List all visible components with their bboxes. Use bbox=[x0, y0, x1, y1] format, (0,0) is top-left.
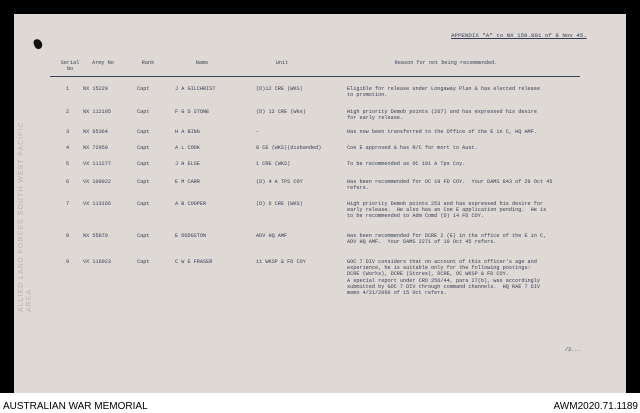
page-number: /2... bbox=[565, 347, 581, 353]
row-8-serial: 8 bbox=[66, 233, 70, 239]
row-3-unit: - bbox=[256, 129, 260, 135]
header-serial: Serial No bbox=[60, 60, 80, 73]
row-2-army: NX 112105 bbox=[83, 109, 112, 115]
row-4-name: A L COOK bbox=[175, 145, 200, 151]
row-3-serial: 3 bbox=[66, 129, 70, 135]
punch-hole bbox=[33, 38, 44, 50]
row-2-serial: 2 bbox=[66, 109, 70, 115]
header-unit: Unit bbox=[275, 60, 289, 66]
header-army-no: Army No bbox=[92, 60, 114, 66]
row-1-name: J A GILCHRIST bbox=[175, 86, 216, 92]
row-9-reason: GOC 7 DIV considers that on account of this officer's age and experience, he is suitable only for the following postings: DCRE (Works), DCRE (Stores), DCRE, OC WKSP & FD COY. A special report under CRO 256/44, para 27(b), was accordingly submitted by GOC 7 DIV through command channels. HQ RAE 7 DIV memo 4/21/2060 of 15 Oct refers. bbox=[347, 259, 541, 297]
row-6-serial: 6 bbox=[66, 179, 70, 185]
row-7-serial: 7 bbox=[66, 201, 70, 207]
row-8-army: NX 55870 bbox=[83, 233, 108, 239]
row-9-army: VX 116023 bbox=[83, 259, 112, 265]
footer-source: AUSTRALIAN WAR MEMORIAL bbox=[3, 401, 148, 412]
row-4-army: NX 72950 bbox=[83, 145, 108, 151]
row-5-reason: To be recommended as OC 101 A Tps Coy. bbox=[347, 161, 466, 167]
row-1-serial: 1 bbox=[66, 86, 70, 92]
row-3-reason: Has now been transferred to the Office of the E in C, HQ AMF. bbox=[347, 129, 537, 135]
footer-bar bbox=[0, 393, 640, 413]
header-rule bbox=[50, 76, 580, 77]
row-5-serial: 5 bbox=[66, 161, 70, 167]
row-5-rank: Capt bbox=[137, 161, 150, 167]
row-8-reason: Has been recommended for DCRE 2 (E) in the office of the E in C, ADV HQ AMF. Your DAMS 2271 of 19 Oct 45 refers. bbox=[347, 233, 547, 246]
row-6-army: VX 109022 bbox=[83, 179, 112, 185]
row-5-name: J H ELSE bbox=[175, 161, 200, 167]
row-4-unit: 8 CE (WKS)(disbanded) bbox=[256, 145, 322, 151]
row-2-unit: (D) 12 CRE (Wks) bbox=[256, 109, 306, 115]
row-7-rank: Capt bbox=[137, 201, 150, 207]
row-6-unit: (D) 4 A TPS COY bbox=[256, 179, 303, 185]
row-6-reason: Has been recommended for OC 19 FD COY. Your DAMS 843 of 29 Oct 45 refers. bbox=[347, 179, 553, 192]
row-2-rank: Capt bbox=[137, 109, 150, 115]
document-page bbox=[14, 14, 626, 393]
row-5-army: VX 111277 bbox=[83, 161, 112, 167]
row-4-rank: Capt bbox=[137, 145, 150, 151]
row-8-rank: Capt bbox=[137, 233, 150, 239]
header-reason: Reason for not being recommended. bbox=[394, 60, 498, 66]
row-4-serial: 4 bbox=[66, 145, 70, 151]
row-6-rank: Capt bbox=[137, 179, 150, 185]
row-7-unit: (D) 6 CRE (WKS) bbox=[256, 201, 303, 207]
row-9-serial: 9 bbox=[66, 259, 70, 265]
row-2-reason: High priority Demob points (267) and has expressed his desire for early release. bbox=[347, 109, 537, 122]
row-9-unit: 11 WKSP & FD COY bbox=[256, 259, 306, 265]
row-3-rank: Capt bbox=[137, 129, 150, 135]
row-2-name: F G D STONE bbox=[175, 109, 210, 115]
row-5-unit: 1 CRE (WKS) bbox=[256, 161, 291, 167]
row-7-name: A B COOPER bbox=[175, 201, 207, 207]
header-rank: Rank bbox=[141, 60, 155, 66]
row-9-name: C W E FRASER bbox=[175, 259, 213, 265]
row-3-army: NX 65364 bbox=[83, 129, 108, 135]
side-stamp: ALLIED LAND FORCES SOUTH WEST PACIFIC AREA bbox=[18, 121, 33, 312]
row-1-army: NX 15229 bbox=[83, 86, 108, 92]
row-8-unit: ADV HQ AMF bbox=[256, 233, 288, 239]
row-3-name: H A BING bbox=[175, 129, 200, 135]
row-9-rank: Capt bbox=[137, 259, 150, 265]
footer-id: AWM2020.71.1189 bbox=[553, 401, 638, 412]
row-1-unit: (D)12 CRE (WKS) bbox=[256, 86, 303, 92]
row-6-name: E M CARR bbox=[175, 179, 200, 185]
row-1-rank: Capt bbox=[137, 86, 150, 92]
row-8-name: E DODGSTON bbox=[175, 233, 207, 239]
row-7-army: VX 113166 bbox=[83, 201, 112, 207]
row-4-reason: Coe E approved & has R/C for mort to Aust. bbox=[347, 145, 478, 151]
row-1-reason: Eligible for release under Longaway Plan & has elected release to promotion. bbox=[347, 86, 541, 99]
row-7-reason: High priority Demob points 253 and has expressed his desire for early release. He also has an Coe E application pending. He is to be recommended to Adm Comd (D) 14 FD COY. bbox=[347, 201, 547, 220]
header-name: Name bbox=[195, 60, 209, 66]
appendix-label: APPENDIX "A" to NX 159.891 of 8 Nov 45. bbox=[451, 32, 587, 39]
